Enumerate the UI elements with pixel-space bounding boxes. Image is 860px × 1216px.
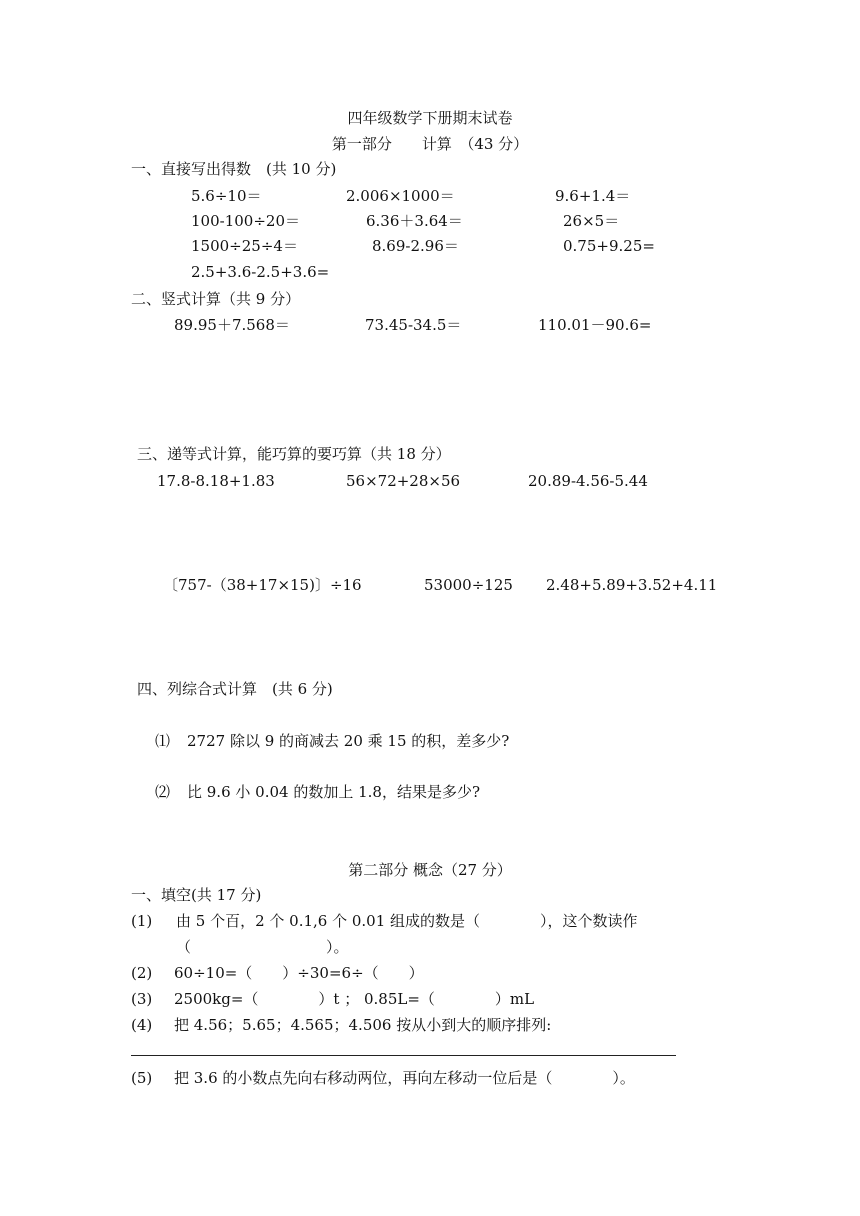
question-text: 把 4.56；5.65；4.565；4.506 按从小到大的顺序排列: (174, 1016, 552, 1034)
question-item: 5.6÷10＝ (191, 187, 262, 205)
question-text: 2500kg=（ ）t ； 0.85L=（ ）mL (174, 990, 535, 1008)
question-item: 110.01－90.6= (538, 316, 652, 334)
section3-heading: 三、递等式计算，能巧算的要巧算（共 18 分） (137, 445, 451, 463)
question-item: 2.48+5.89+3.52+4.11 (546, 576, 718, 594)
question-number: ⑵ (155, 783, 171, 801)
question-item: 20.89-4.56-5.44 (528, 472, 648, 490)
question-item: 6.36＋3.64＝ (366, 212, 463, 230)
question-number: (2) (131, 964, 153, 982)
question-item: 8.69-2.96＝ (372, 237, 459, 255)
question-item: 2.006×1000＝ (346, 187, 455, 205)
fill-blank-heading: 一、填空(共 17 分) (131, 886, 262, 904)
question-item: 56×72+28×56 (346, 472, 461, 490)
question-text: 2727 除以 9 的商减去 20 乘 15 的积，差多少? (187, 732, 510, 750)
question-item: 53000÷125 (424, 576, 513, 594)
section1-heading: 一、直接写出得数 (共 10 分) (131, 160, 337, 178)
question-item: 1500÷25÷4＝ (191, 237, 298, 255)
question-item: 26×5＝ (563, 212, 620, 230)
question-number: (4) (131, 1016, 153, 1034)
question-item: 2.5+3.6-2.5+3.6= (191, 263, 330, 281)
question-item: 89.95＋7.568＝ (174, 316, 290, 334)
question-number: ⑴ (155, 732, 171, 750)
question-text: 比 9.6 小 0.04 的数加上 1.8，结果是多少? (187, 783, 480, 801)
question-text: 60÷10=（ ）÷30=6÷（ ） (174, 964, 424, 982)
question-item: 73.45-34.5＝ (365, 316, 462, 334)
question-number: (1) (131, 912, 153, 930)
question-text: （ ）。 (176, 938, 349, 956)
question-number: (3) (131, 990, 153, 1008)
question-text: 由 5 个百，2 个 0.1,6 个 0.01 组成的数是（ ），这个数读作 (176, 912, 638, 930)
answer-line (131, 1055, 676, 1056)
question-item: 100-100÷20＝ (191, 212, 300, 230)
question-item: 17.8-8.18+1.83 (157, 472, 275, 490)
section2-heading: 二、竖式计算（共 9 分） (131, 290, 301, 308)
section4-heading: 四、列综合式计算 (共 6 分) (137, 680, 333, 698)
question-item: 9.6+1.4＝ (555, 187, 631, 205)
exam-title: 四年级数学下册期末试卷 (347, 109, 513, 127)
question-item: 〔757-（38+17×15)〕÷16 (163, 576, 362, 594)
question-item: 0.75+9.25= (563, 237, 655, 255)
question-number: (5) (131, 1069, 153, 1087)
question-text: 把 3.6 的小数点先向右移动两位，再向左移动一位后是（ ）。 (174, 1069, 635, 1087)
part1-heading: 第一部分 计算 （43 分） (331, 135, 529, 153)
part2-heading: 第二部分 概念（27 分） (348, 861, 512, 879)
